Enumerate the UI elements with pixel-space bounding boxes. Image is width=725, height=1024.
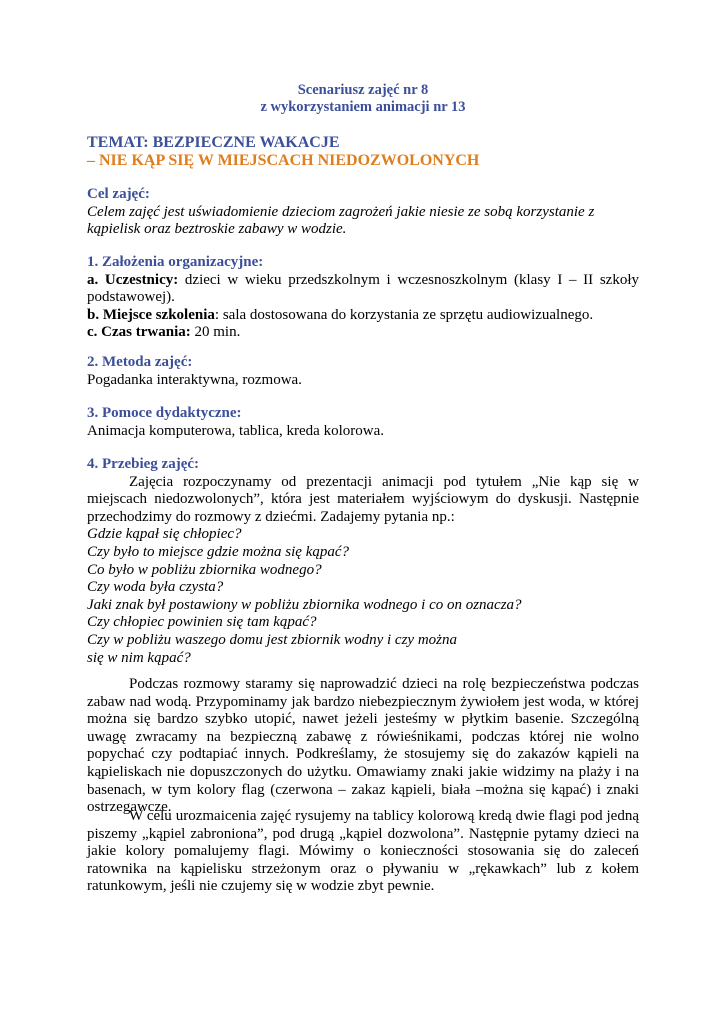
- goal-heading: Cel zajęć:: [87, 186, 150, 202]
- org-b-label: b. Miejsce szkolenia: [87, 306, 215, 323]
- question-item: Co było w pobliżu zbiornika wodnego?: [87, 561, 322, 578]
- question-item: Jaki znak był postawiony w pobliżu zbiornika wodnego i co on oznacza?: [87, 596, 522, 613]
- method-text: Pogadanka interaktywna, rozmowa.: [87, 371, 302, 388]
- topic-line2: – NIE KĄP SIĘ W MIEJSCACH NIEDOZWOLONYCH: [87, 152, 480, 169]
- org-c-label: c. Czas trwania:: [87, 324, 191, 341]
- org-b-text: : sala dostosowana do korzystania ze sprzętu audiowizualnego.: [214, 306, 594, 323]
- org-item-b: [87, 307, 639, 325]
- org-heading: 1. Założenia organizacyjne:: [87, 254, 264, 270]
- course-heading: 4. Przebieg zajęć:: [87, 456, 200, 472]
- org-a-text: dzieci w wieku przedszkolnym i wczesnoszkolnym (klasy I – II szkoły podstawowej).: [87, 271, 639, 306]
- question-item: się w nim kąpać?: [87, 649, 191, 666]
- topic-line1: TEMAT: BEZPIECZNE WAKACJE: [87, 134, 340, 151]
- paragraph-text: W celu urozmaicenia zajęć rysujemy na tablicy kolorową kredą dwie flagi pod jedną piszemy „kąpiel zabroniona”, pod drugą „kąpiel dozwolona”. Następnie pytamy dzieci na jakie kolory pomalujemy flagi. Mówimy o konieczności stosowania się do zaleceń ratownika na kąpielisku strzeżonym oraz o pływaniu w „rękawkach” lub z kołem ratunkowym, jeśli nie czujemy się w wodzie zbyt pewnie.: [87, 808, 639, 895]
- aids-section: [87, 405, 639, 440]
- question-item: Czy w pobliżu waszego domu jest zbiornik wodny i czy można: [87, 631, 457, 648]
- paragraph-text: Podczas rozmowy staramy się naprowadzić dzieci na rolę bezpieczeństwa podczas zabaw nad wodą. Przypominamy jak bardzo niebezpiecznym żywiołem jest woda, w której można się bardzo szybko utopić, nawet jeżeli jesteśmy w płytkim basenie. Szczególną uwagę zwracamy na bezpieczną zabawę z rówieśnikami, podczas której nie wolno popychać czy podtapiać innych. Podkreślamy, że stosujemy się do zakazów kąpieli na kąpieliskach nie dopuszczonych do użytku. Omawiamy znaki jakie widzimy na plaży i na basenach, w tym kolory flag (czerwona – zakaz kąpieli, biała –można się kąpać) i znaki ostrzegawcze.: [87, 676, 639, 816]
- method-section: [87, 354, 639, 389]
- org-a-label: a. Uczestnicy:: [87, 271, 179, 288]
- scenario-header: [87, 82, 639, 116]
- question-item: Gdzie kąpał się chłopiec?: [87, 526, 242, 543]
- course-paragraph-2: [87, 676, 639, 817]
- org-item-a: [87, 272, 639, 307]
- question-item: Czy woda była czysta?: [87, 579, 224, 596]
- course-paragraph-3: [87, 808, 639, 896]
- goal-section: [87, 186, 639, 239]
- course-intro: Zajęcia rozpoczynamy od prezentacji animacji pod tytułem „Nie kąp się w miejscach niedozwolonych”, która jest materiałem wyjściowym do dyskusji. Następnie przechodzimy do rozmowy z dziećmi. Zadajemy pytania np.:: [87, 473, 639, 525]
- aids-text: Animacja komputerowa, tablica, kreda kolorowa.: [87, 422, 384, 439]
- method-heading: 2. Metoda zajęć:: [87, 354, 193, 370]
- question-item: Czy było to miejsce gdzie można się kąpać?: [87, 543, 350, 560]
- org-item-c: [87, 324, 639, 342]
- topic-block: [87, 134, 639, 170]
- aids-heading: 3. Pomoce dydaktyczne:: [87, 405, 242, 421]
- org-section: [87, 254, 639, 342]
- scenario-subtitle: z wykorzystaniem animacji nr 13: [260, 99, 466, 115]
- scenario-title: Scenariusz zajęć nr 8: [297, 82, 429, 98]
- course-section: [87, 456, 639, 667]
- goal-text: Celem zajęć jest uświadomienie dzieciom zagrożeń jakie niesie ze sobą korzystanie z kąpielisk oraz beztroskie zabawy w wodzie.: [87, 203, 595, 238]
- question-item: Czy chłopiec powinien się tam kąpać?: [87, 614, 317, 631]
- org-c-text: 20 min.: [190, 324, 241, 341]
